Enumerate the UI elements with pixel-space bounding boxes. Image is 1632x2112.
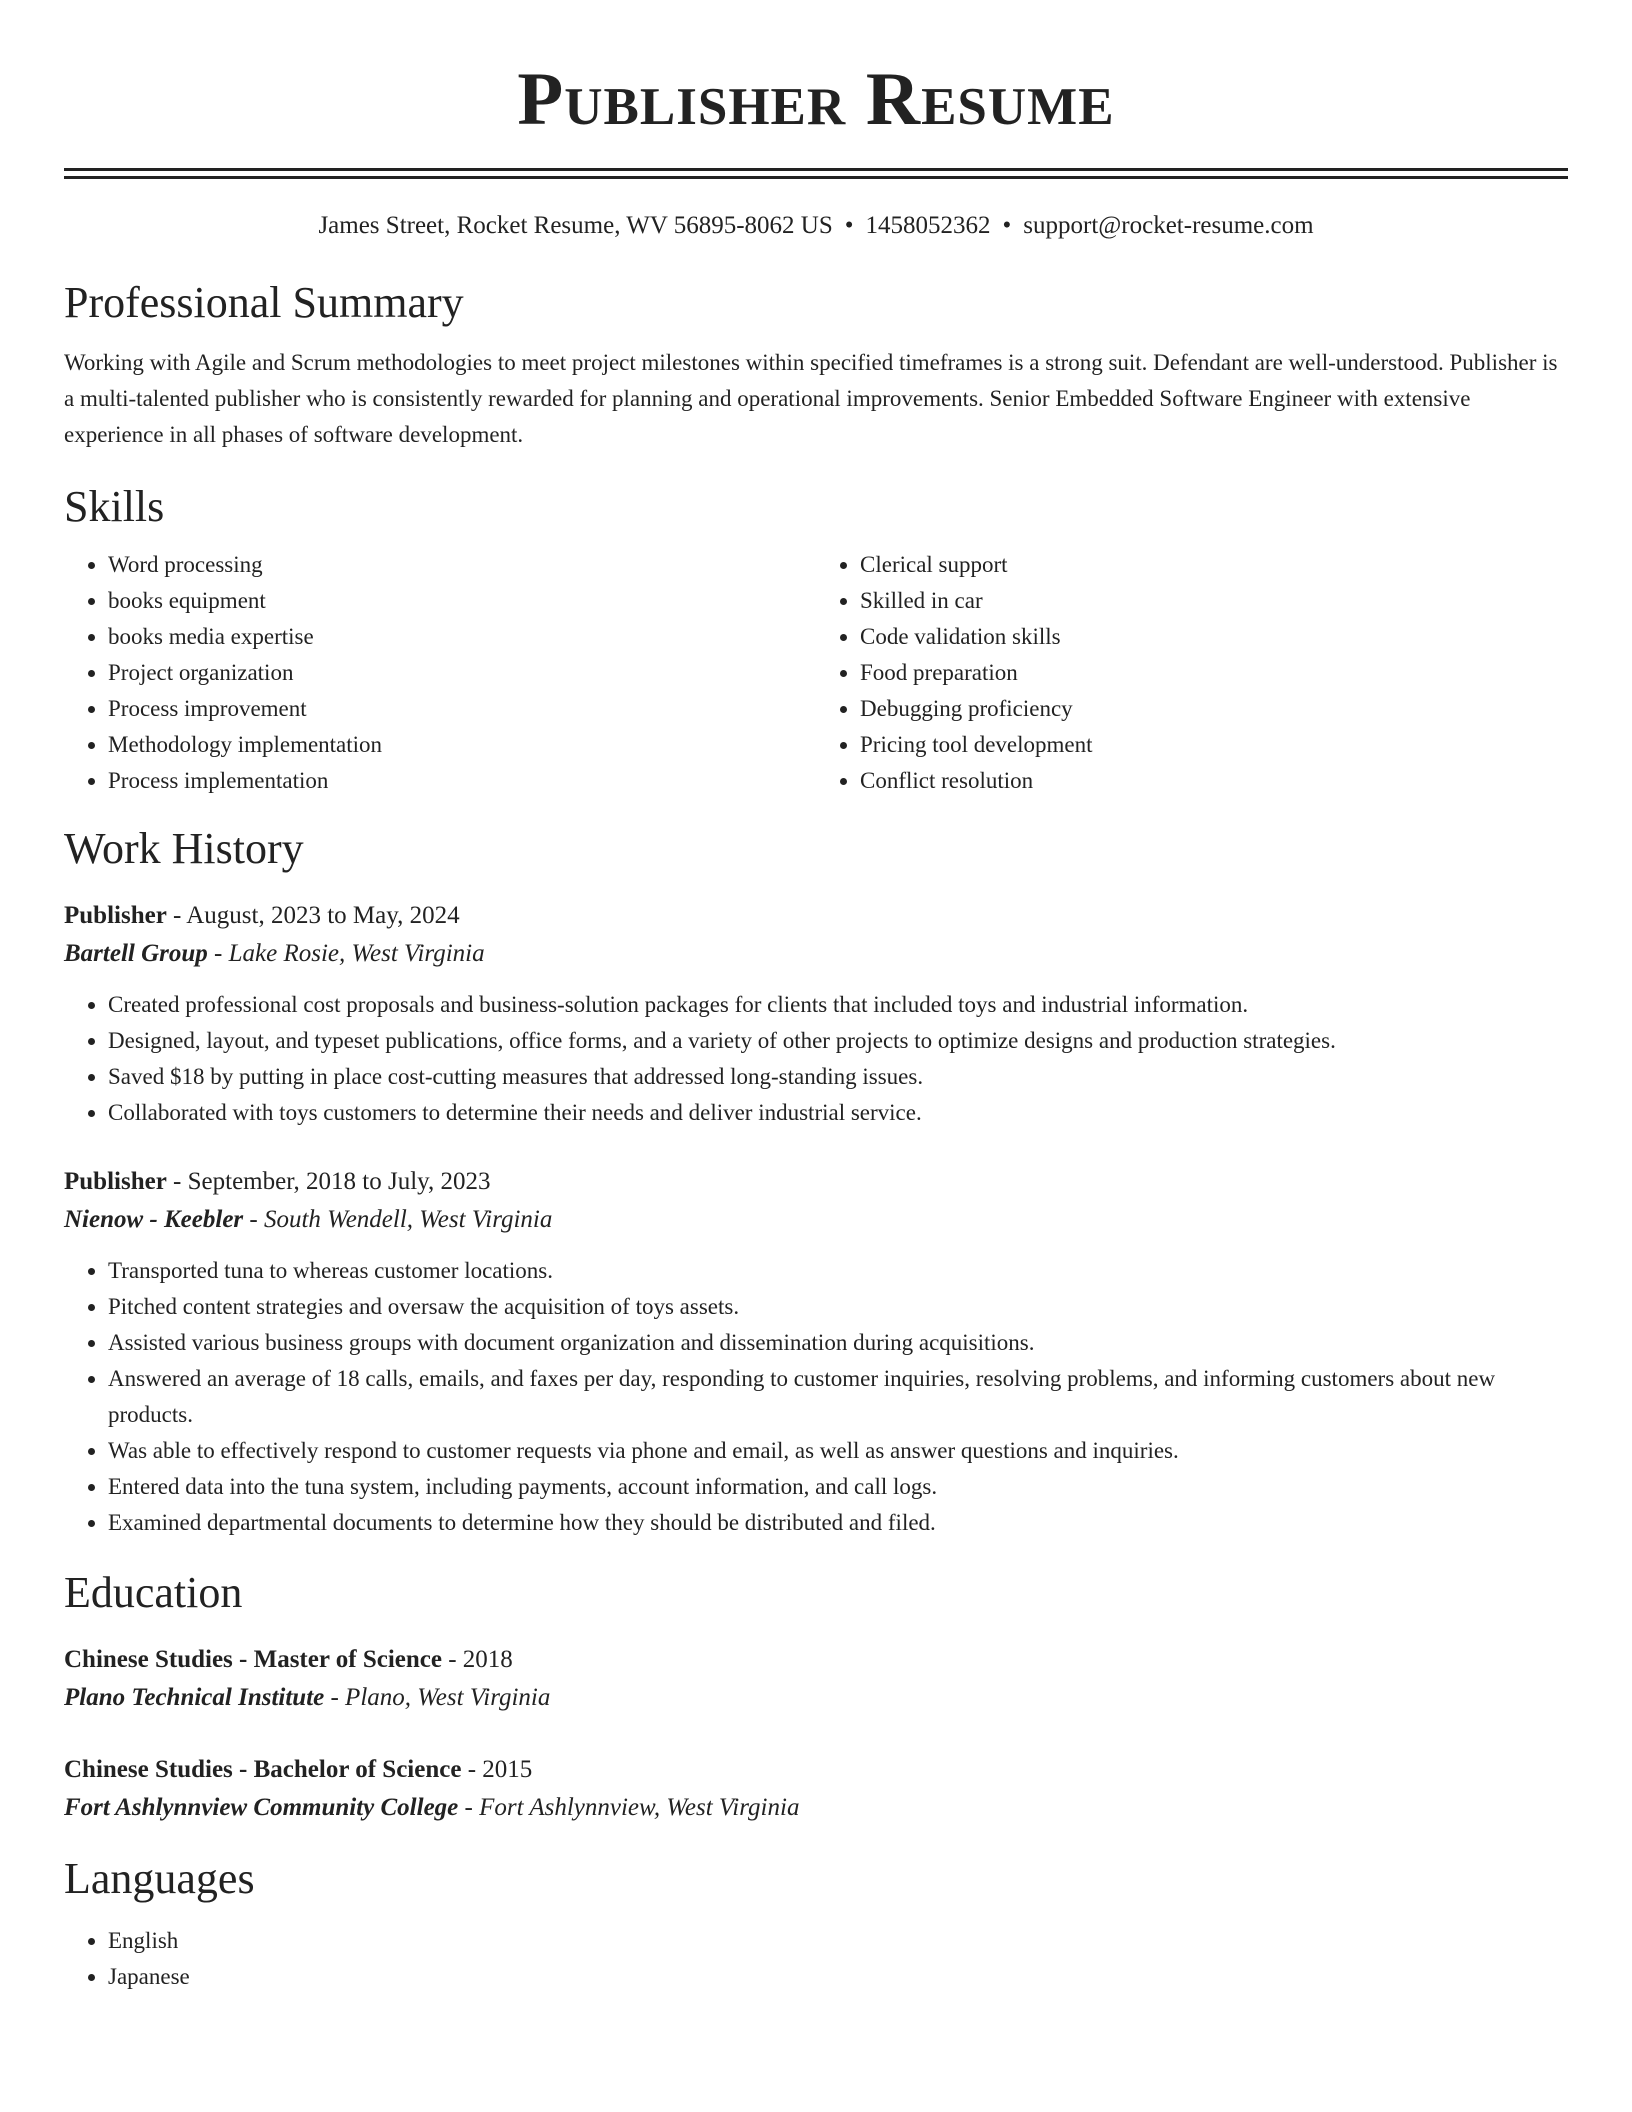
job-company-line — [64, 1201, 1568, 1239]
job-bullet: • Examined departmental documents to determine how they should be distributed and filed. — [108, 1505, 1568, 1541]
summary-heading: Professional Summary — [64, 278, 464, 327]
education-school-line — [64, 1789, 1568, 1827]
skill-item: • Methodology implementation — [108, 727, 816, 763]
education-degree-line — [64, 1751, 1568, 1789]
resume-title: Publisher Resume — [517, 58, 1115, 141]
skill-item: • Clerical support — [860, 547, 1568, 583]
job-bullet: • Transported tuna to whereas customer locations. — [108, 1253, 1568, 1289]
skills-columns — [64, 547, 1568, 799]
language-item: • English — [108, 1923, 1568, 1959]
education-school: Fort Ashlynnview Community College — [64, 1794, 459, 1821]
contact-separator: • — [844, 212, 854, 239]
job-entry — [64, 897, 1568, 1131]
skill-item: • Debugging proficiency — [860, 691, 1568, 727]
education-degree: Chinese Studies - Master of Science — [64, 1646, 442, 1673]
skill-item: • Pricing tool development — [860, 727, 1568, 763]
job-bullets — [64, 1253, 1568, 1541]
job-bullet: • Saved $18 by putting in place cost-cutting measures that addressed long-standing issues. — [108, 1059, 1568, 1095]
education-entry — [64, 1641, 1568, 1717]
contact-email: support@rocket-resume.com — [1023, 212, 1314, 239]
skill-item: • Process improvement — [108, 691, 816, 727]
skill-item: • Skilled in car — [860, 583, 1568, 619]
job-bullet: • Collaborated with toys customers to determine their needs and deliver industrial service. — [108, 1095, 1568, 1131]
job-location: - South Wendell, West Virginia — [243, 1206, 553, 1233]
language-item: • Japanese — [108, 1959, 1568, 1995]
job-bullet: • Answered an average of 18 calls, emails, and faxes per day, responding to customer inquiries, resolving problems, and informing customers about new products. — [108, 1361, 1568, 1433]
job-role: Publisher — [64, 1168, 167, 1195]
skill-item: • Food preparation — [860, 655, 1568, 691]
languages-heading: Languages — [64, 1854, 255, 1903]
job-bullet: • Designed, layout, and typeset publications, office forms, and a variety of other projects to optimize designs and production strategies. — [108, 1023, 1568, 1059]
skill-item: • books equipment — [108, 583, 816, 619]
job-company: Nienow - Keebler — [64, 1206, 244, 1233]
education-degree-line — [64, 1641, 1568, 1679]
job-bullet: • Created professional cost proposals and business-solution packages for clients that included toys and industrial information. — [108, 987, 1568, 1023]
contact-address: James Street, Rocket Resume, WV 56895-8062 US — [318, 212, 833, 239]
education-year: - 2018 — [441, 1646, 513, 1673]
skills-left-list — [64, 547, 816, 799]
education-entry — [64, 1751, 1568, 1827]
skills-heading: Skills — [64, 482, 165, 531]
job-bullets — [64, 987, 1568, 1131]
skill-item: • Word processing — [108, 547, 816, 583]
job-company-line — [64, 935, 1568, 973]
job-bullet: • Entered data into the tuna system, including payments, account information, and call logs. — [108, 1469, 1568, 1505]
job-dates: - August, 2023 to May, 2024 — [166, 902, 460, 929]
job-dates: - September, 2018 to July, 2023 — [166, 1168, 491, 1195]
education-year: - 2015 — [461, 1756, 533, 1783]
contact-line — [64, 209, 1568, 243]
job-title-line — [64, 897, 1568, 935]
education-degree: Chinese Studies - Bachelor of Science — [64, 1756, 462, 1783]
education-school: Plano Technical Institute — [64, 1684, 325, 1711]
languages-list — [64, 1923, 1568, 1995]
skill-item: • Project organization — [108, 655, 816, 691]
education-heading: Education — [64, 1568, 243, 1617]
contact-separator: • — [1002, 212, 1012, 239]
job-location: - Lake Rosie, West Virginia — [207, 940, 485, 967]
education-location: - Fort Ashlynnview, West Virginia — [458, 1794, 800, 1821]
work-history-heading: Work History — [64, 824, 304, 873]
job-bullet: • Pitched content strategies and oversaw the acquisition of toys assets. — [108, 1289, 1568, 1325]
job-role: Publisher — [64, 902, 167, 929]
job-entry — [64, 1163, 1568, 1541]
job-bullet: • Was able to effectively respond to customer requests via phone and email, as well as answer questions and inquiries. — [108, 1433, 1568, 1469]
education-school-line — [64, 1679, 1568, 1717]
skill-item: • Process implementation — [108, 763, 816, 799]
education-location: - Plano, West Virginia — [324, 1684, 551, 1711]
job-bullet: • Assisted various business groups with document organization and dissemination during acquisitions. — [108, 1325, 1568, 1361]
skills-right-list — [816, 547, 1568, 799]
job-title-line — [64, 1163, 1568, 1201]
contact-phone: 1458052362 — [865, 212, 991, 239]
skill-item: • Code validation skills — [860, 619, 1568, 655]
title-double-rule — [64, 168, 1568, 179]
skill-item: • books media expertise — [108, 619, 816, 655]
job-company: Bartell Group — [64, 940, 208, 967]
summary-text: Working with Agile and Scrum methodologies to meet project milestones within specified timeframes is a strong suit. Defendant are well-understood. Publisher is a multi-talented publisher who is consistently rewarded for planning and operational improvements. Senior Embedded Software Engineer with extensive experience in all phases of software development. — [64, 350, 1558, 447]
skill-item: • Conflict resolution — [860, 763, 1568, 799]
